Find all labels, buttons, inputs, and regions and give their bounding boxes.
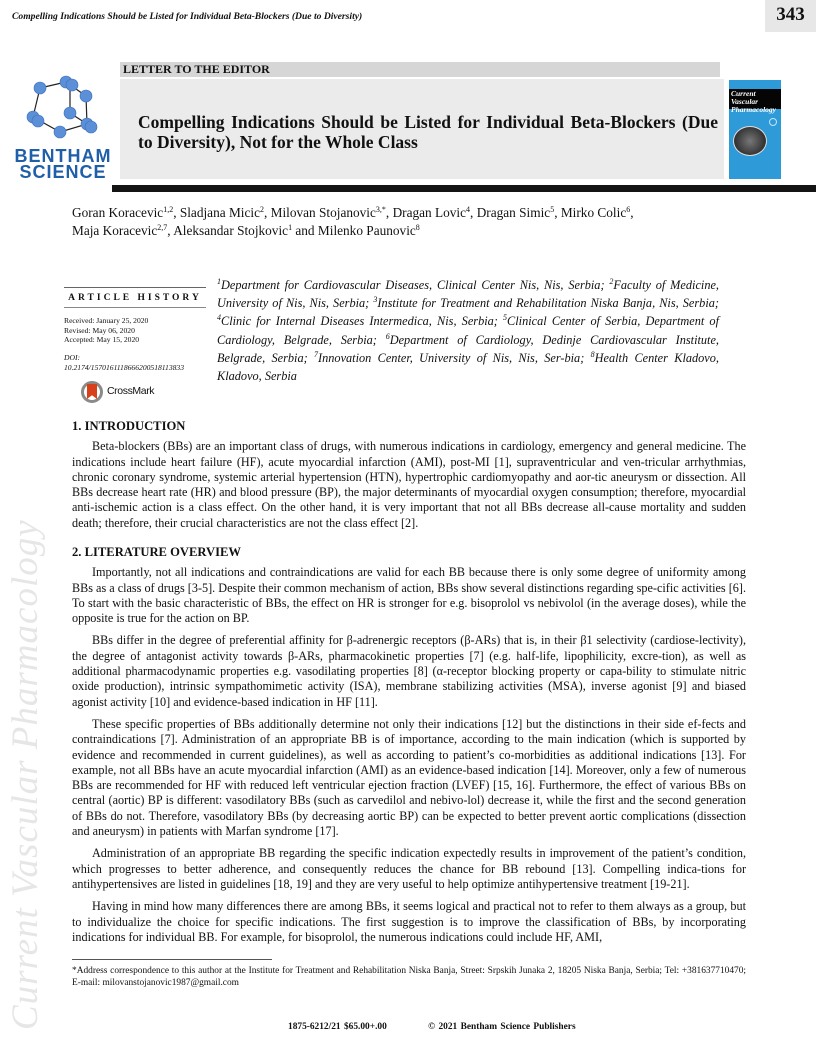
running-title: Compelling Indications Should be Listed for Individual Beta-Blockers (Due to Diversity) xyxy=(12,11,363,22)
author-list xyxy=(72,204,752,240)
paragraph: BBs differ in the degree of preferential affinity for β-adrenergic receptors (β-ARs) that is, in their β1 selectivity (cardiose-lectivity), the degree of antagonist activity towards β-ARs, pharmacokinetic properties [7] (e.g. half-life, lipophilicity, excre-tion), as well as additional pharmacodynamic properties e.g. vasodilating properties [8] (α-receptor blocking property or capa-bility to stimulate nitric oxide production), intrinsic sympathomimetic activity (ISA), membrane stabilizing activities (MSA), inverse agonist [9] and biased agonist activity [10] and evidence-based indication in HF [11]. xyxy=(72,633,746,709)
journal-cover-title: Current Vascular Pharmacology xyxy=(729,89,781,109)
article-type-label: LETTER TO THE EDITOR xyxy=(120,62,720,77)
page-number: 343 xyxy=(765,0,816,32)
section-literature-overview xyxy=(72,545,746,945)
crossmark-label: CrossMark xyxy=(107,385,155,397)
correspondence-footnote: *Address correspondence to this author at the Institute for Treatment and Rehabilitation Niska Banja, Street: Srpskih Junaka 2, 18205 Niska Banja, Serbia; Tel: +381637710470; E-mail: milovanstojanovic1987@gmail.com xyxy=(72,966,746,988)
author: Dragan Simic$^5$, xyxy=(476,205,561,220)
paragraph: Administration of an appropriate BB regarding the specific indication expectedly results in improvement of the patient’s condition, which progresses to better adherence, and consequently reduces the chance for BB rebound [13]. Compelling indica-tions for antihypertensives are listed in guidelines [18, 19] and they are very useful to help optimize antihypertensive treatment [19-21]. xyxy=(72,846,746,891)
logo-text-bentham: BENTHAM xyxy=(14,146,112,166)
doi-link[interactable]: 10.2174/1570161118666200518113833 xyxy=(64,362,185,372)
received-date: Received: January 25, 2020 xyxy=(64,316,149,325)
journal-cover-thumbnail xyxy=(729,80,781,179)
section-heading: 2. LITERATURE OVERVIEW xyxy=(72,545,242,559)
article-title: Compelling Indications Should be Listed for Individual Beta-Blockers (Due to Diversity), Not for the Whole Class xyxy=(138,112,718,152)
paragraph: Beta-blockers (BBs) are an important class of drugs, with numerous indications in cardiology, emergency and general medicine. The indications include heart failure (HF), acute myocardial infarction (AMI), post-MI [1], supraventricular and ven-tricular arrhythmias, chronic coronary syndrome, systemic arterial hypertension (HTN), hypertrophic cardiomyopathy and aor-tic aneurysm or dissection. All BBs decrease heart rate (HR) and blood pressure (BP), the major determinants of myocardial oxygen consumption; therefore, myocardial anti-ischemic action is a class effect. On the other hand, it is very important that not all BBs decrease all-cause mortality and sudden death; therefore, their crucial characteristics are not the class effect [2]. xyxy=(72,439,746,530)
footnote-divider xyxy=(72,959,272,960)
paragraph: Importantly, not all indications and contraindications are valid for each BB because there is only some degree of uniformity among BBs as a class of drugs [3-5]. Despite their common mechanism of action, BBs show several distinctions regarding spe-cific activities [6]. To start with the basic characteristic of BBs, the effect on HR is stronger for e.g. bisoprolol vs nebivolol (in the average doses), while the opposite is true for the action on BP. xyxy=(72,565,746,626)
header-divider xyxy=(112,185,816,192)
article-history-dates xyxy=(64,308,206,345)
author: Milovan Stojanovic$^{3,*}$, xyxy=(270,205,393,220)
crossmark-button[interactable] xyxy=(81,381,191,403)
article-history-heading: ARTICLE HISTORY xyxy=(64,288,206,308)
author: Dragan Lovic$^4$, xyxy=(392,205,477,220)
doi-block xyxy=(64,345,206,373)
copyright: © 2021 Bentham Science Publishers xyxy=(428,1022,576,1032)
doi-label: DOI: xyxy=(64,352,81,362)
paragraph: These specific properties of BBs additionally determine not only their indications [12] but the distinctions in their side ef-fects and contraindications [7]. Administration of an appropriate BB is of importance, according to the main indication (which is supported by evidence and recommended in current guidelines), as well as according to patient’s co-morbidities as additional indications [13]. For example, not all BBs have an acute myocardial infarction (AMI) as an evidence-based indication [14]. Moreover, only a few of numerous BBs are recommended for HF with reduced left ventricular ejection fraction (LVEF) [15, 16]. Furthermore, the effect of various BBs on central (aortic) BP is different: vasodilatory BBs (such as carvedilol and nebivo-lol) decrease it, while the first and the second generation of BBs do not. Therefore, vasodilatory BBs (by decreasing aortic BP) can be expected to better prevent aortic complications (dissection and aneurysm) in patients with Marfan syndrome [17]. xyxy=(72,716,746,839)
accepted-date: Accepted: May 15, 2020 xyxy=(64,335,140,344)
journal-watermark: Current Vascular Pharmacology xyxy=(5,519,46,1030)
molecule-icon xyxy=(8,74,118,154)
paragraph: Having in mind how many differences there are among BBs, it seems logical and practical not to refer to them always as a group, but to individualize the choice for specific indications. The first suggestion is to improve the classification of BBs, by incorporating indications for individual BB. For example, for bisoprolol, the numerous indications could include HF, AMI, xyxy=(72,899,746,944)
section-heading: 1. INTRODUCTION xyxy=(72,419,186,433)
author: Milenko Paunovic$^8$ xyxy=(317,223,420,238)
author: Sladjana Micic$^2$, xyxy=(179,205,271,220)
affiliations: $^1$Department for Cardiovascular Diseases, Clinical Center Nis, Nis, Serbia; $^2$Faculty of Medicine, University of Nis, Nis, Serbia; $^3$Institute for Treatment and Rehabilitation Niska Banja, Nis, Serbia; $^4$Clinic for Internal Diseases Intermedica, Nis, Serbia; $^5$Clinical Center of Serbia, Department of Cardiology, Belgrade, Serbia; $^6$Department of Cardiology, Dedinje Cardiovascular Institute, Belgrade, Serbia; $^7$Innovation Center, University of Nis, Nis, Ser-bia; $^8$Health Center Kladovo, Kladovo, Serbia xyxy=(217,277,720,384)
bentham-science-logo xyxy=(8,74,118,182)
revised-date: Revised: May 06, 2020 xyxy=(64,325,135,335)
title-box xyxy=(120,79,724,179)
cover-ring-icon xyxy=(769,118,777,126)
author: Aleksandar Stojkovic$^1$ and xyxy=(173,223,318,238)
issn-price: 1875-6212/21 $65.00+.00 xyxy=(288,1022,387,1032)
section-introduction xyxy=(72,419,746,531)
article-history xyxy=(64,287,206,397)
author: Mirko Colic$^6$, xyxy=(560,205,634,220)
page-footer xyxy=(288,1022,576,1032)
logo-text-science: SCIENCE xyxy=(19,162,107,182)
author: Maja Koracevic$^{2,7}$, xyxy=(72,223,174,238)
author: Goran Koracevic$^{1,2}$, xyxy=(72,205,180,220)
cover-illustration xyxy=(733,126,767,156)
